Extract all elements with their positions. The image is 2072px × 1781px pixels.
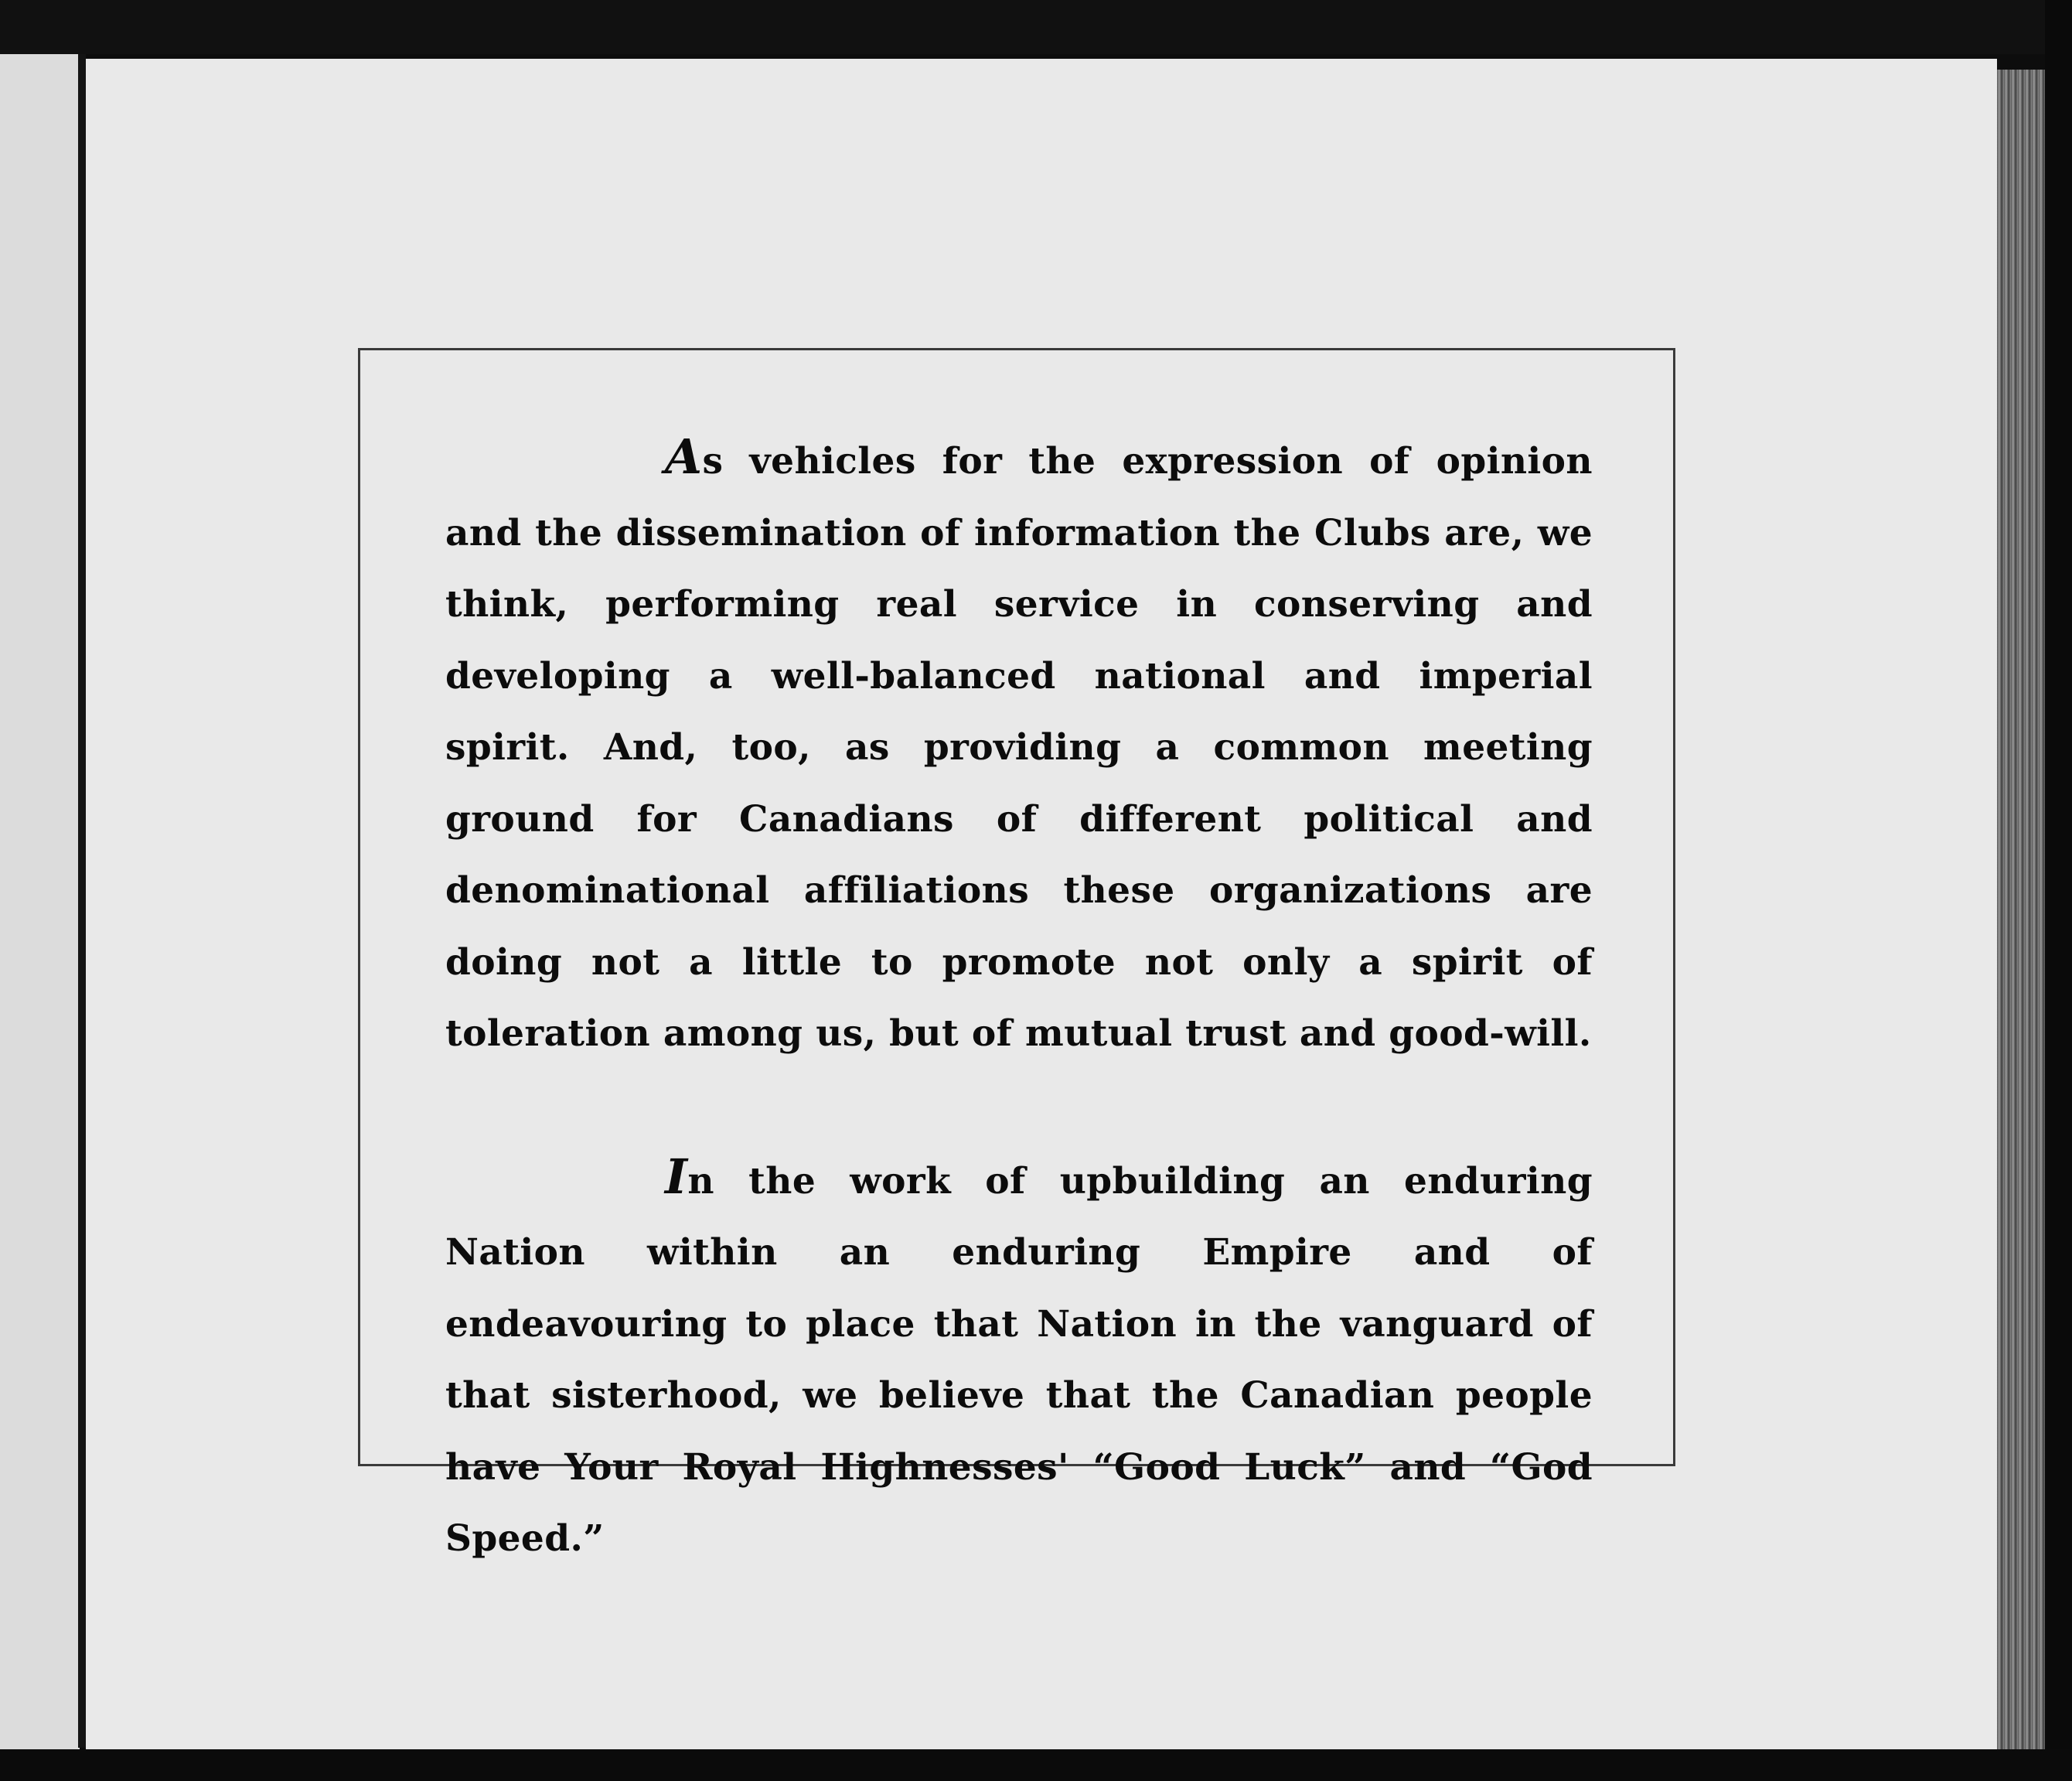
paragraph-2-initial: I [665, 1148, 688, 1205]
paragraph-2-text: n the work of upbuilding an enduring Nation within an enduring Empire and of endeavouring to place that Nation in the vanguard of that sisterhood, we believe that the Canadian people have Your Royal Highnesses' “Good Luck” and “God Speed.” [445, 1159, 1593, 1560]
left-binding-line [78, 54, 86, 1748]
scan-top-border [0, 0, 2072, 54]
scan-right-border [2045, 0, 2072, 1781]
scan-bottom-border [0, 1749, 2072, 1781]
body-text [445, 421, 1593, 1575]
left-page-edge [0, 54, 80, 1749]
right-page-stack-edge [1997, 70, 2045, 1749]
paragraph-1-text: s vehicles for the expression of opinion and the dissemination of information the Clubs are, we think, performing real service in conserving and developing a well-balanced national and imperial spirit. And, too, as providing a common meeting ground for Canadians of different political and denominational affiliations these organizations are doing not a little to promote not only a spirit of toleration among us, but of mutual trust and good-will. [445, 440, 1593, 1055]
paragraph-1 [445, 421, 1593, 1070]
paragraph-1-initial: A [665, 428, 703, 485]
paragraph-2 [445, 1141, 1593, 1575]
